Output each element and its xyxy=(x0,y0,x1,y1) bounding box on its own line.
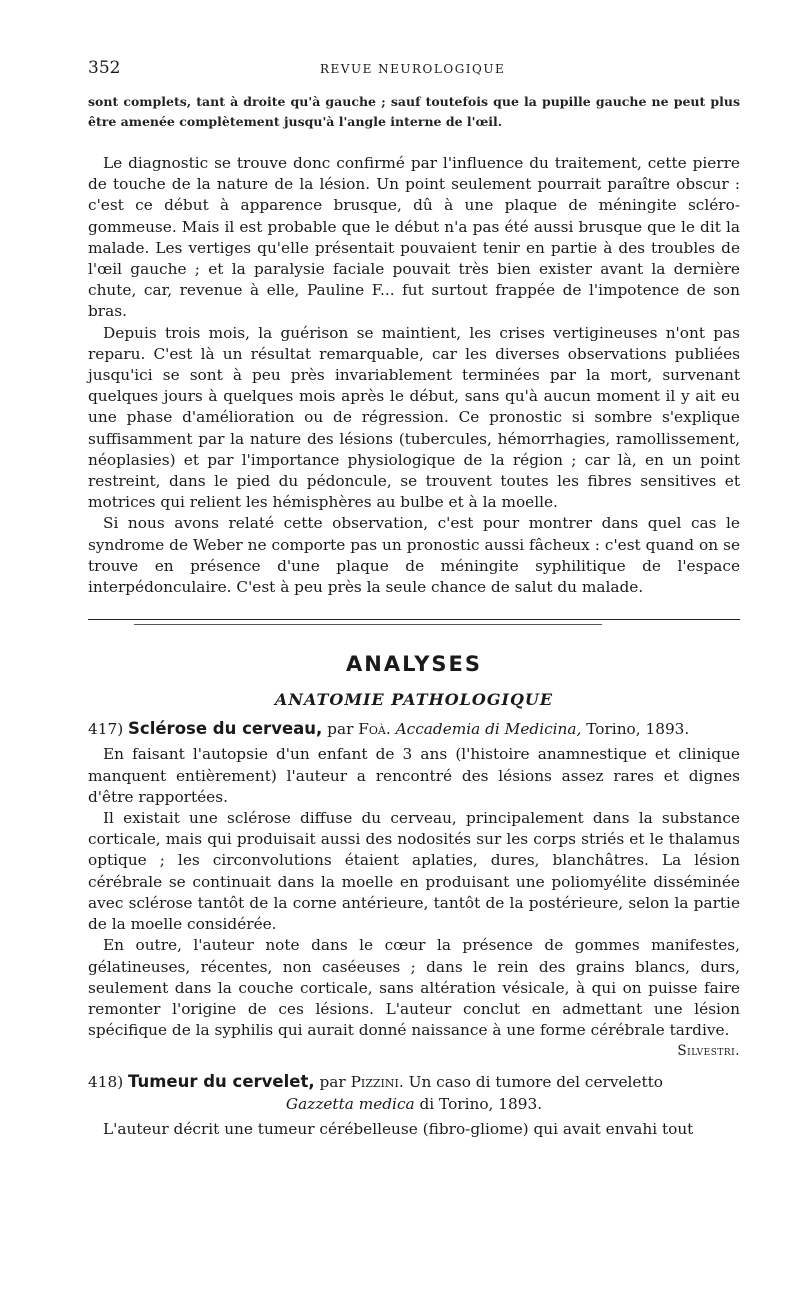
entry-place-year: Torino, 1893. xyxy=(586,720,690,739)
entry-source: Accademia di Medicina, xyxy=(395,720,582,739)
entry-source-line xyxy=(88,1094,740,1115)
entry-place-year: di Torino, 1893. xyxy=(419,1094,543,1113)
continued-paragraph: sont complets, tant à droite qu'à gauche ; sauf toutefois que la pupille gauche ne peut plus être amenée complètement jusqu'à l'angle interne de l'œil. xyxy=(88,94,740,129)
entry-by: par xyxy=(327,720,354,739)
entry-number: 417) xyxy=(88,720,124,739)
divider-rule xyxy=(88,619,740,620)
entry-paragraph: Il existait une sclérose diffuse du cerveau, principalement dans la substance corticale, mais qui produisait aussi des nodosités sur les corps striés et le thalamus optique ; les circonvolutions étaient aplaties, dures, blanchâtres. La lésion cérébrale se continuait dans la moelle en produisant une poliomyélite disséminée avec sclérose tantôt de la corne antérieure, tantôt de la postérieure, selon la partie de la moelle considérée. xyxy=(88,809,740,934)
entry-title: Tumeur du cervelet, xyxy=(128,1072,315,1092)
entry-heading xyxy=(88,718,740,740)
entry-paragraph: En outre, l'auteur note dans le cœur la présence de gommes manifestes, gélatineuses, récentes, non caséeuses ; dans le rein des grains blancs, durs, seulement dans la couche corticale, sans altération vésicale, à qui on puisse faire remonter l'origine de ces lésions. L'auteur conclut en admettant une lésion spécifique de la syphilis qui aurait donné naissance à une forme cérébrale tardive. xyxy=(88,936,740,1040)
journal-title: REVUE NEUROLOGIQUE xyxy=(320,62,506,76)
divider-rule-thin xyxy=(134,624,602,625)
reviewer-signature: Silvestri. xyxy=(677,1043,740,1060)
section-divider xyxy=(88,598,740,646)
subsection-title: ANATOMIE PATHOLOGIQUE xyxy=(274,690,554,710)
running-head xyxy=(88,58,740,92)
entry-author: Pizzini. xyxy=(350,1073,404,1092)
entry-title: Sclérose du cerveau, xyxy=(128,719,323,739)
body-paragraph: Si nous avons relaté cette observation, c'est pour montrer dans quel cas le syndrome de Weber ne comporte pas un pronostic aussi fâcheux : c'est quand on se trouve en présence d'une plaque de méningite syphilitique de l'espace interpédonculaire. C'est à peu près la seule chance de salut du malade. xyxy=(88,514,740,597)
entry-italian-title: Un caso di tumore del cerveletto xyxy=(408,1073,663,1092)
body-paragraph: Depuis trois mois, la guérison se maintient, les crises vertigineuses n'ont pas reparu. C'est là un résultat remarquable, car les diverses observations publiées jusqu'ici se sont à peu près invariablement terminées par la mort, survenant quelques jours à quelques mois après le début, sans qu'à aucun moment il y ait eu une phase d'amélioration ou de régression. Ce pronostic si sombre s'explique suffisamment par la nature des lésions (tubercules, hémorrhagies, ramollissement, néoplasies) et par l'importance physiologique de la région ; car là, en un point restreint, dans le pied du pédoncule, se trouvent toutes les fibres sensitives et motrices qui relient les hémisphères au bulbe et à la moelle. xyxy=(88,323,740,512)
page xyxy=(88,58,740,1140)
section-title: ANALYSES xyxy=(346,652,482,677)
body-paragraph: Le diagnostic se trouve donc confirmé par l'influence du traitement, cette pierre de touche de la nature de la lésion. Un point seulement pourrait paraître obscur : c'est ce début à apparence brusque, dû à une plaque de méningite scléro-gommeuse. Mais il est probable que le début n'a pas été aussi brusque que le dit la malade. Les vertiges qu'elle présentait pouvaient tenir en partie à des troubles de l'œil gauche ; et la paralysie faciale pouvait très bien exister avant la dernière chute, car, revenue à elle, Pauline F... fut surtout frappée de l'impotence de son bras. xyxy=(88,154,740,321)
page-number: 352 xyxy=(88,58,121,78)
entry-author: Foà. xyxy=(358,720,391,739)
entry-heading xyxy=(88,1071,740,1114)
entry-by: par xyxy=(319,1073,346,1092)
entry-paragraph: En faisant l'autopsie d'un enfant de 3 ans (l'histoire anamnestique et clinique manquent entièrement) l'auteur a rencontré des lésions assez rares et dignes d'être rapportées. xyxy=(88,745,740,806)
entry-paragraph: L'auteur décrit une tumeur cérébelleuse (fibro-gliome) qui avait envahi tout xyxy=(103,1119,694,1138)
entry-number: 418) xyxy=(88,1073,124,1092)
entry-source: Gazzetta medica xyxy=(285,1094,415,1113)
